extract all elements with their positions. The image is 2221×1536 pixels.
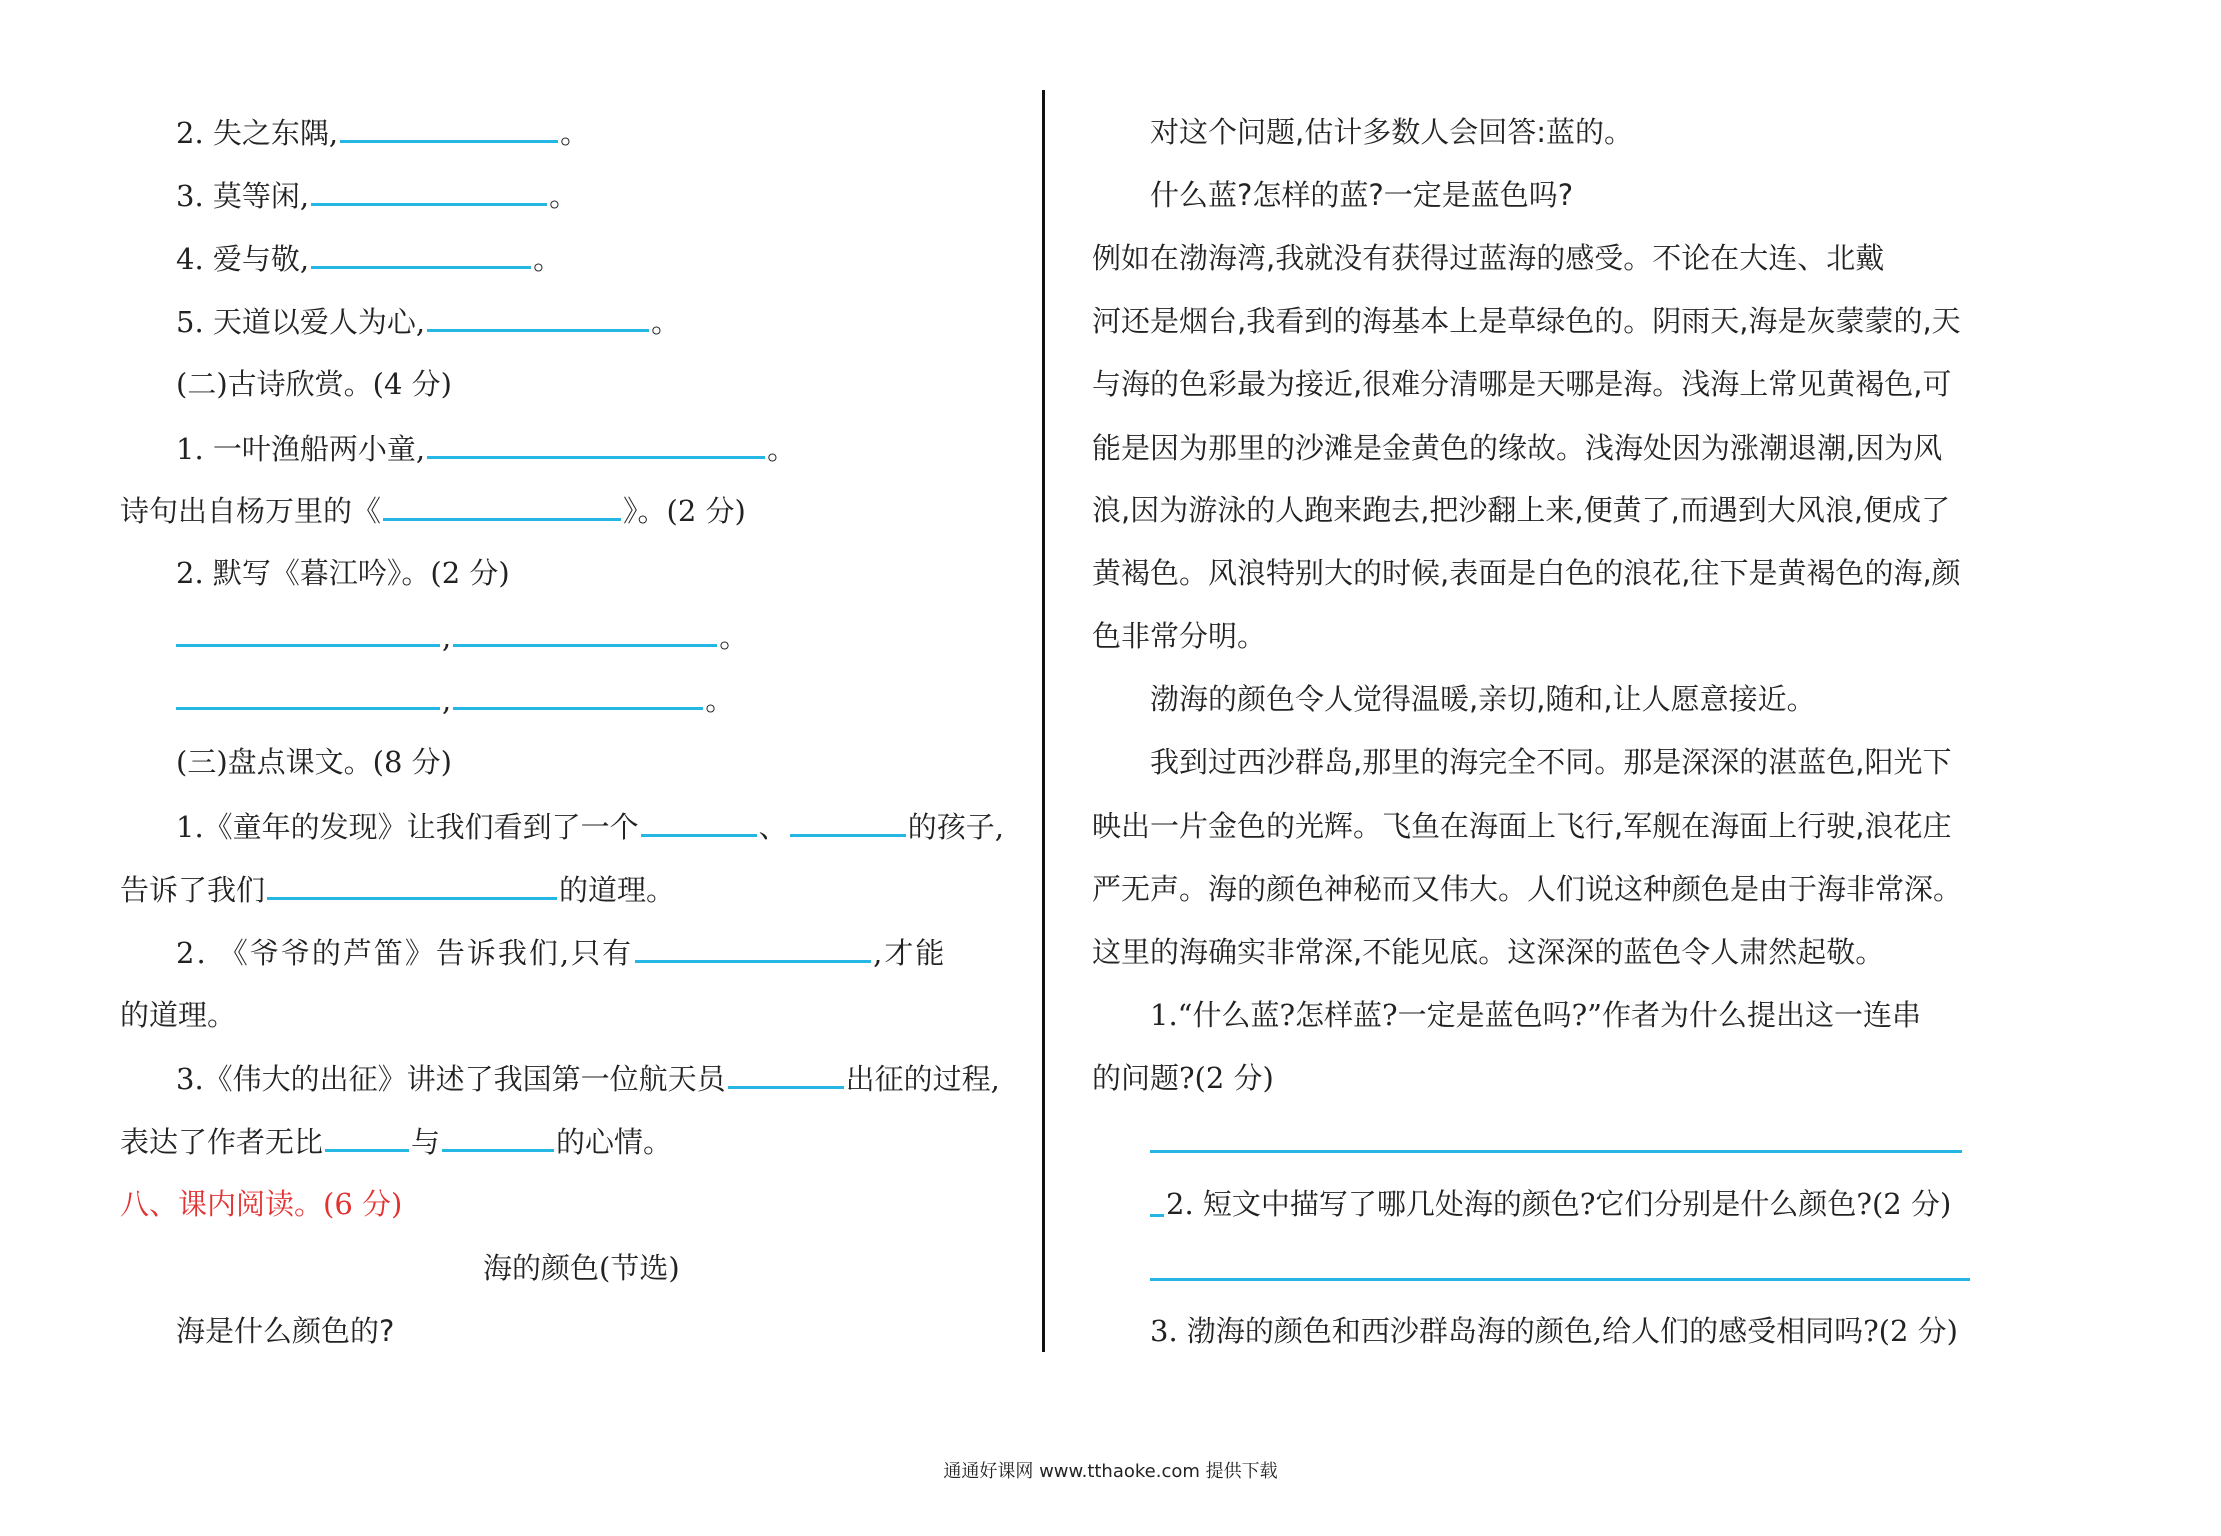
line-text: 。 [651,305,681,339]
poem-blank-line-1 [176,616,748,657]
line-text: 与 [411,1125,441,1159]
section-title-poetry: (二)古诗欣赏。(4 分) [176,367,452,401]
reading-question-1: 1.“什么蓝?怎样蓝?一定是蓝色吗?”作者为什么提出这一连串 [1150,998,1921,1032]
poem-question-1 [176,428,796,469]
answer-blank[interactable] [311,238,531,269]
line-text: 5. 天道以爱人为心, [176,305,426,339]
line-text: 的心情。 [556,1125,673,1159]
answer-blank[interactable] [790,806,906,837]
passage-line: 什么蓝?怎样的蓝?一定是蓝色吗? [1150,178,1574,212]
passage-line: 海是什么颜色的? [176,1314,395,1348]
line-text: , [442,683,452,717]
answer-blank[interactable] [442,1121,554,1152]
answer-blank[interactable] [383,490,621,521]
answer-blank[interactable] [728,1058,844,1089]
line-text: ,才能 [873,936,947,970]
line-text: 。 [719,620,749,654]
passage-line: 例如在渤海湾,我就没有获得过蓝海的感受。不论在大连、北戴 [1092,241,1885,275]
answer-blank[interactable] [427,428,765,459]
poem-question-2: 2. 默写《暮江吟》。(2 分) [176,556,510,590]
reading-question-3: 3. 渤海的颜色和西沙群岛海的颜色,给人们的感受相同吗?(2 分) [1150,1314,1958,1348]
line-text: 2. 失之东隅, [176,116,339,150]
line-text: 。 [767,432,797,466]
reading-question-2: 2. 短文中描写了哪几处海的颜色?它们分别是什么颜色?(2 分) [1166,1187,1952,1221]
answer-blank[interactable] [635,932,871,963]
line-text: , [442,620,452,654]
fill-line-1 [176,112,589,153]
line-text: 。 [549,179,579,213]
passage-line: 渤海的颜色令人觉得温暖,亲切,随和,让人愿意接近。 [1150,682,1816,716]
review-question-1 [176,806,1004,847]
passage-line: 这里的海确实非常深,不能见底。这深深的蓝色令人肃然起敬。 [1092,935,1885,969]
passage-line: 浪,因为游泳的人跑来跑去,把沙翻上来,便黄了,而遇到大风浪,便成了 [1092,493,1951,527]
line-text: 诗句出自杨万里的《 [120,494,382,528]
line-text: 1. 一叶渔船两小童, [176,432,426,466]
poem-source-line [120,490,746,531]
answer-blank[interactable] [641,806,757,837]
line-text: 3.《伟大的出征》讲述了我国第一位航天员 [176,1062,726,1096]
line-text: 1.《童年的发现》让我们看到了一个 [176,810,639,844]
passage-line: 能是因为那里的沙滩是金黄色的缘故。浅海处因为涨潮退潮,因为风 [1092,431,1943,465]
fill-line-2 [176,175,578,216]
answer-blank[interactable] [325,1121,409,1152]
line-text: 的孩子, [907,810,1004,844]
reading-question-1-cont: 的问题?(2 分) [1092,1061,1274,1095]
review-question-2-cont: 的道理。 [120,998,237,1032]
answer-blank[interactable] [427,301,649,332]
answer-blank[interactable] [453,616,717,647]
passage-line: 与海的色彩最为接近,很难分清哪是天哪是海。浅海上常见黄褐色,可 [1092,367,1952,401]
review-question-3 [176,1058,1000,1099]
fill-line-4 [176,301,680,342]
passage-title: 海的颜色(节选) [483,1251,680,1285]
line-text: 、 [758,810,788,844]
answer-line[interactable] [1150,1150,1962,1153]
line-text: 4. 爱与敬, [176,242,310,276]
answer-line[interactable] [1150,1214,1164,1217]
answer-blank[interactable] [340,112,558,143]
answer-blank[interactable] [453,679,703,710]
line-text: 2. 《爷爷的芦笛》告诉我们,只有 [176,936,634,970]
answer-blank[interactable] [267,869,557,900]
section-title-review: (三)盘点课文。(8 分) [176,745,452,779]
line-text: 。 [705,683,735,717]
line-text: 告诉了我们 [120,873,266,907]
fill-line-3 [176,238,562,279]
passage-line: 对这个问题,估计多数人会回答:蓝的。 [1150,115,1633,149]
line-text: 表达了作者无比 [120,1125,324,1159]
footer-credit: 通通好课网 www.tthaoke.com 提供下载 [943,1461,1278,1482]
line-text: 出征的过程, [845,1062,1000,1096]
line-text: 的道理。 [559,873,676,907]
passage-line: 河还是烟台,我看到的海基本上是草绿色的。阴雨天,海是灰蒙蒙的,天 [1092,304,1961,338]
review-question-3-cont [120,1121,672,1162]
passage-line: 严无声。海的颜色神秘而又伟大。人们说这种颜色是由于海非常深。 [1092,872,1963,906]
line-text: 。 [533,242,563,276]
answer-blank[interactable] [311,175,547,206]
line-text: 。 [560,116,590,150]
review-question-2 [176,932,946,973]
line-text: 》。(2 分) [623,494,746,528]
answer-line[interactable] [1150,1278,1970,1281]
review-question-1-cont [120,869,675,910]
answer-blank[interactable] [176,616,440,647]
answer-blank[interactable] [176,679,440,710]
section-title-reading: 八、课内阅读。(6 分) [120,1187,403,1221]
column-divider [1042,90,1045,1352]
line-text: 3. 莫等闲, [176,179,310,213]
passage-line: 我到过西沙群岛,那里的海完全不同。那是深深的湛蓝色,阳光下 [1150,745,1952,779]
passage-line: 色非常分明。 [1092,619,1267,653]
passage-line: 黄褐色。风浪特别大的时候,表面是白色的浪花,往下是黄褐色的海,颜 [1092,556,1961,590]
poem-blank-line-2 [176,679,734,720]
passage-line: 映出一片金色的光辉。飞鱼在海面上飞行,军舰在海面上行驶,浪花庄 [1092,809,1952,843]
